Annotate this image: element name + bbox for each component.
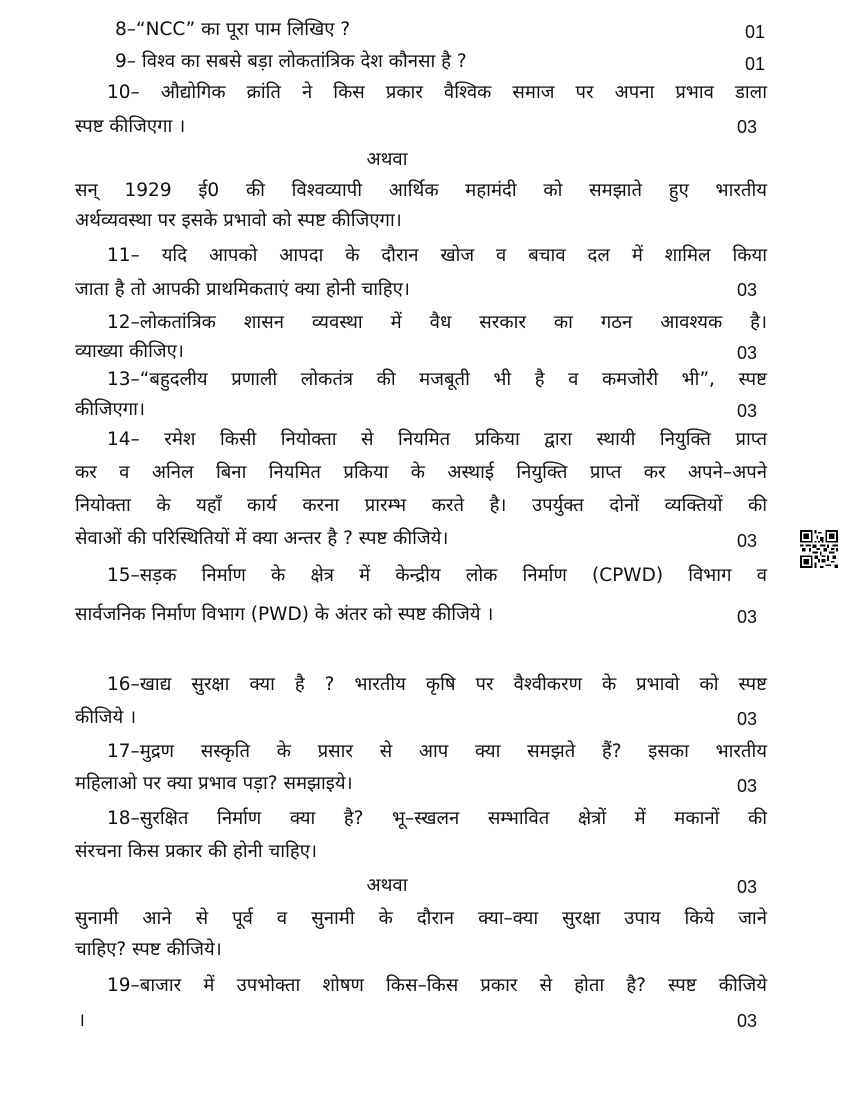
question-13-line-1: 13–“बहुदलीय प्रणाली लोकतंत्र की मजबूती भी है व कमजोरी भी”, स्पष्ट bbox=[107, 369, 767, 390]
question-14-line-3: नियोक्ता के यहाँ कार्य करना प्रारम्भ करते है। उपर्युक्त दोनों व्यक्तियों की bbox=[75, 495, 767, 516]
question-18-marks: 03 bbox=[736, 877, 757, 897]
question-16-marks: 03 bbox=[736, 709, 757, 729]
question-15-marks: 03 bbox=[736, 607, 757, 627]
question-13-marks: 03 bbox=[736, 401, 757, 421]
question-14-line-4: सेवाओं की परिस्थितियों में क्या अन्तर है ? स्पष्ट कीजिये। bbox=[75, 528, 449, 549]
question-13-line-2: कीजिएगा। bbox=[75, 399, 145, 420]
question-17-marks: 03 bbox=[736, 776, 757, 796]
question-16-line-1: 16–खाद्य सुरक्षा क्या है ? भारतीय कृषि पर वैश्वीकरण के प्रभावो को स्पष्ट bbox=[107, 674, 767, 695]
question-10-or-label: अथवा bbox=[366, 149, 408, 170]
question-15-line-2: सार्वजनिक निर्माण विभाग (PWD) के अंतर को स्पष्ट कीजिये । bbox=[75, 604, 494, 625]
question-11-line-1: 11– यदि आपको आपदा के दौरान खोज व बचाव दल में शामिल किया bbox=[107, 245, 767, 266]
question-10-line-2: स्पष्ट कीजिएगा । bbox=[75, 116, 186, 137]
question-12-line-2: व्याख्या कीजिए। bbox=[75, 341, 184, 362]
question-14-line-1: 14– रमेश किसी नियोक्ता से नियमित प्रकिया द्वारा स्थायी नियुक्ति प्राप्त bbox=[107, 429, 767, 450]
question-14-marks: 03 bbox=[736, 531, 757, 551]
question-19-line-2: । bbox=[78, 1010, 86, 1031]
question-12-marks: 03 bbox=[736, 343, 757, 363]
question-12-line-1: 12–लोकतांत्रिक शासन व्यवस्था में वैध सरकार का गठन आवश्यक है। bbox=[107, 312, 767, 333]
question-18-alt-line-1: सुनामी आने से पूर्व व सुनामी के दौरान क्या–क्या सुरक्षा उपाय किये जाने bbox=[75, 908, 767, 929]
qr-code-icon bbox=[800, 530, 838, 568]
question-11-line-2: जाता है तो आपकी प्राथमिकताएं क्या होनी चाहिए। bbox=[75, 279, 410, 300]
question-10-alt-line-2: अर्थव्यवस्था पर इसके प्रभावो को स्पष्ट कीजिएगा। bbox=[75, 210, 402, 231]
question-10-marks: 03 bbox=[736, 117, 757, 137]
question-19-line-1: 19–बाजार में उपभोक्ता शोषण किस–किस प्रकार से होता है? स्पष्ट कीजिये bbox=[107, 975, 767, 996]
question-9-text: 9– विश्व का सबसे बड़ा लोकतांत्रिक देश कौनसा है ? bbox=[115, 51, 467, 72]
question-11-marks: 03 bbox=[736, 280, 757, 300]
question-8-text: 8–“NCC” का पूरा पाम लिखिए ? bbox=[115, 19, 351, 40]
question-15-line-1: 15–सड़क निर्माण के क्षेत्र में केन्द्रीय लोक निर्माण (CPWD) विभाग व bbox=[107, 565, 767, 586]
question-8-marks: 01 bbox=[744, 22, 765, 42]
question-18-line-1: 18–सुरक्षित निर्माण क्या है? भू–स्खलन सम्भावित क्षेत्रों में मकानों की bbox=[107, 808, 767, 829]
question-18-line-2: संरचना किस प्रकार की होनी चाहिए। bbox=[75, 841, 317, 862]
question-17-line-1: 17–मुद्रण सस्कृति के प्रसार से आप क्या समझते हैं? इसका भारतीय bbox=[107, 741, 767, 762]
question-17-line-2: महिलाओ पर क्या प्रभाव पड़ा? समझाइये। bbox=[75, 773, 353, 794]
question-19-marks: 03 bbox=[736, 1011, 757, 1031]
question-10-alt-line-1: सन् 1929 ई0 की विश्वव्यापी आर्थिक महामंदी को समझाते हुए भारतीय bbox=[75, 180, 767, 201]
question-10-line-1: 10– औद्योगिक क्रांति ने किस प्रकार वैश्विक समाज पर अपना प्रभाव डाला bbox=[107, 82, 767, 103]
question-14-line-2: कर व अनिल बिना नियमित प्रकिया के अस्थाई नियुक्ति प्राप्त कर अपने–अपने bbox=[75, 462, 767, 483]
question-16-line-2: कीजिये । bbox=[75, 707, 137, 728]
question-9-marks: 01 bbox=[744, 54, 765, 74]
question-18-alt-line-2: चाहिए? स्पष्ट कीजिये। bbox=[75, 939, 222, 960]
question-18-or-label: अथवा bbox=[366, 875, 408, 896]
